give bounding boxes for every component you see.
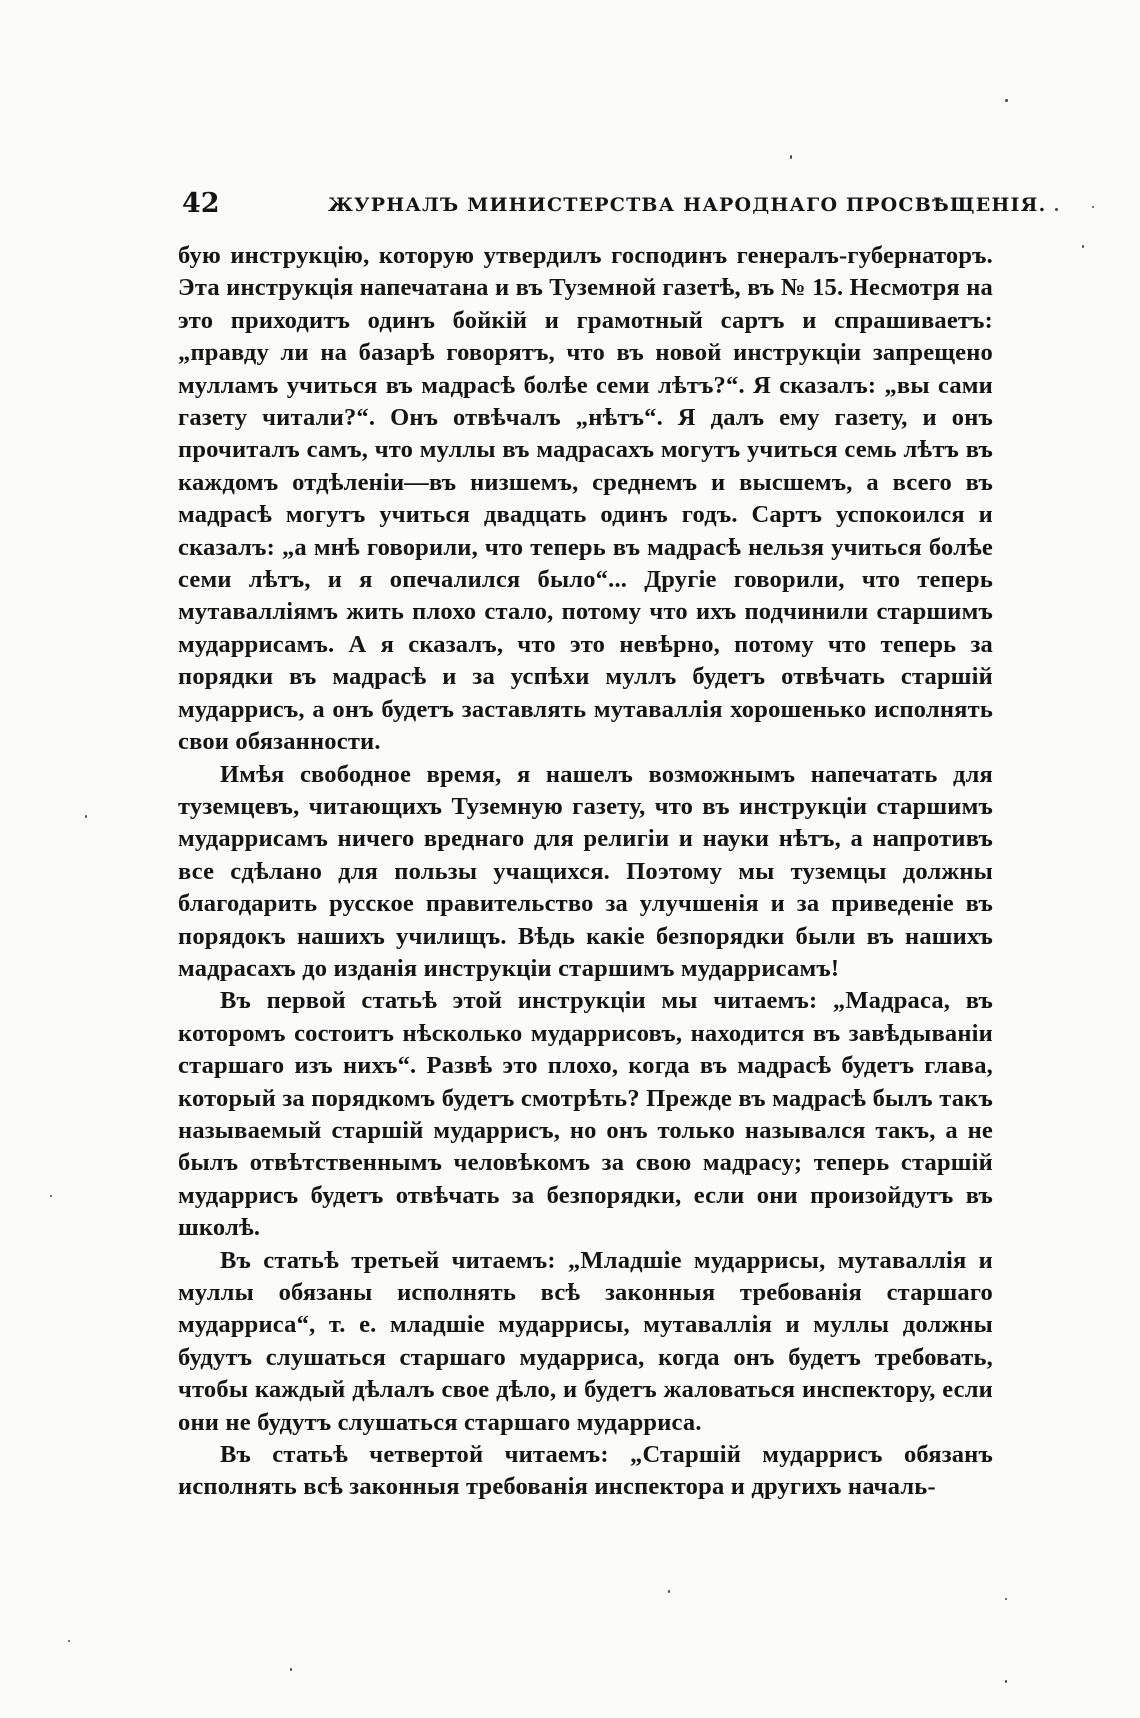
paragraph-2: Имѣя свободное время, я нашелъ возможнымъ напечатать для туземцевъ, читающихъ Туземную газету, что въ инструкціи старшимъ мударрисамъ ничего вреднаго для религіи и науки нѣтъ, а напротивъ все сдѣлано для пользы учащихся. Поэтому мы туземцы должны благодарить русское правительство за улучшенія и за приведеніе въ порядокъ нашихъ училищъ. Вѣдь какіе безпорядки были въ нашихъ мадрасахъ до изданія инструкціи старшимъ мударрисамъ!: [178, 760, 993, 982]
scan-speck: [1005, 1598, 1007, 1600]
paragraph-1: бую инструкцію, которую утвердилъ господинъ генералъ-губернаторъ. Эта инструкція напечатана и въ Туземной газетѣ, въ № 15. Несмотря на это приходитъ одинъ бойкій и грамотный сартъ и спрашиваетъ: „правду ли на базарѣ говорятъ, что въ новой инструкціи запрещено мулламъ учиться въ мадрасѣ болѣе семи лѣтъ?“. Я сказалъ: „вы сами газету читали?“. Онъ отвѣчалъ „нѣтъ“. Я далъ ему газету, и онъ прочиталъ самъ, что муллы въ мадрасахъ могутъ учиться семь лѣтъ въ каждомъ отдѣленіи—въ низшемъ, среднемъ и высшемъ, а всего въ мадрасѣ могутъ учиться двадцать одинъ годъ. Сартъ успокоился и сказалъ: „а мнѣ говорили, что теперь въ мадрасѣ нельзя учиться болѣе семи лѣтъ, и я опечалился было“... Другіе говорили, что теперь мутаваллiямъ жить плохо стало, потому что ихъ подчинили старшимъ мударрисамъ. А я сказалъ, что это невѣрно, потому что теперь за порядки въ мадрасѣ и за успѣхи муллъ будетъ отвѣчать старшій мударрисъ, а онъ будетъ заставлять мутаваллія хорошенько исполнять свои обязанности.: [178, 242, 993, 756]
paragraph-5: Въ статьѣ четвертой читаемъ: „Старшій мударрисъ обязанъ исполнять всѣ законныя требованія инспектора и другихъ началь-: [178, 1441, 993, 1501]
scan-speck: [85, 815, 87, 818]
body-text: [178, 240, 993, 1504]
scan-speck: [50, 1195, 52, 1197]
scan-speck: [1092, 206, 1094, 208]
scan-speck: [1005, 99, 1008, 102]
page: [178, 188, 1047, 1504]
page-number: 42: [182, 188, 220, 219]
paragraph-3: Въ первой статьѣ этой инструкціи мы читаемъ: „Мадраса, въ которомъ состоитъ нѣсколько мударрисовъ, находится въ завѣдываніи старшаго изъ нихъ“. Развѣ это плохо, когда въ мадрасѣ будетъ глава, который за порядкомъ будетъ смотрѣть? Прежде въ мадрасѣ былъ такъ называемый старшій мударрисъ, но онъ только назывался такъ, а не былъ отвѣтственнымъ человѣкомъ за свою мадрасу; теперь старшій мударрисъ будетъ отвѣчать за безпорядки, если они произойдутъ въ школѣ.: [178, 987, 993, 1242]
scan-speck: [790, 155, 792, 159]
scan-speck: [1082, 245, 1084, 248]
running-header: [178, 188, 1047, 228]
paragraph-4: Въ статьѣ третьей читаемъ: „Младшіе мударрисы, мутаваллія и муллы обязаны исполнять всѣ законныя требованія старшаго мударриса“, т. е. младшіе мударрисы, мутаваллія и муллы должны будутъ слушаться старшаго мударриса, когда онъ будетъ требовать, чтобы каждый дѣлалъ свое дѣло, и будетъ жаловаться инспектору, если они не будутъ слушаться старшаго мударриса.: [178, 1246, 993, 1436]
scan-speck: [68, 1640, 70, 1642]
scan-speck: [1005, 1680, 1007, 1683]
scan-speck: [668, 1590, 670, 1593]
scan-speck: [290, 1668, 292, 1671]
running-title: ЖУРНАЛЪ МИНИСТЕРСТВА НАРОДНАГО ПРОСВѢЩЕНІЯ.: [328, 194, 1047, 216]
scan-speck: [1055, 208, 1058, 211]
